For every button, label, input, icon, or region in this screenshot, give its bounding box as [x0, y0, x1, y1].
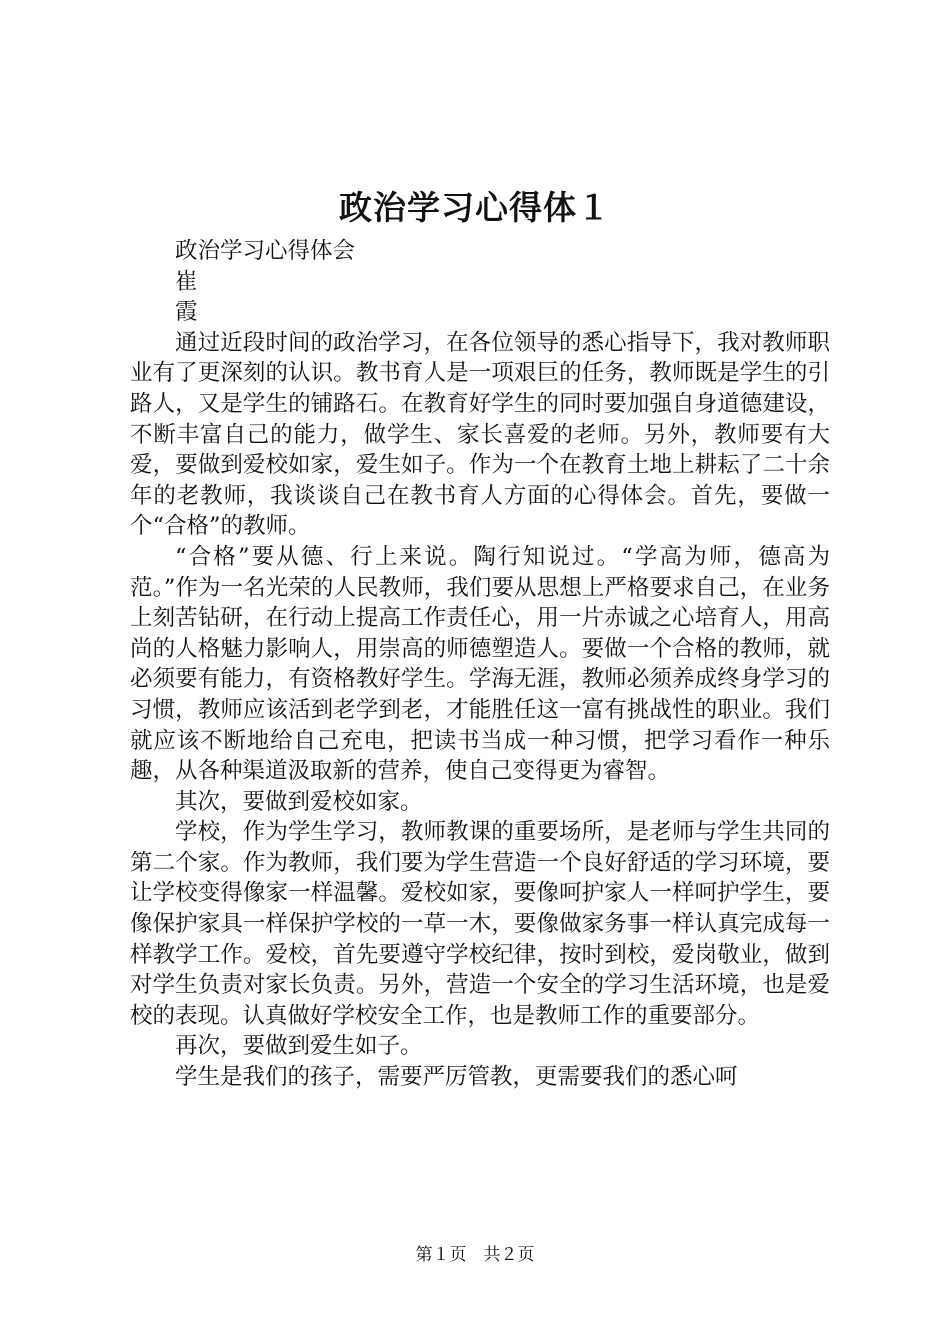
author-line-1: 崔	[175, 268, 198, 295]
paragraph-4: 学校，作为学生学习，教师教课的重要场所，是老师与学生共同的第二个家。作为教师，我们要为学生营造一个良好舒适的学习环境，要让学校变得像家一样温馨。爱校如家，要像呵护家人一样呵护学生，要像保护家具一样保护学校的一草一木，要像做家务事一样认真完成每一样教学工作。爱校，首先要遵守学校纪律，按时到校，爱岗敬业，做到对学生负责对家长负责。另外，营造一个安全的学习生活环境，也是爱校的表现。认真做好学校安全工作，也是教师工作的重要部分。	[130, 819, 830, 1029]
document-subtitle: 政治学习心得体会	[175, 238, 356, 264]
page-footer: 第１页 共２页	[415, 1245, 535, 1265]
paragraph-6: 学生是我们的孩子，需要严厉管教，更需要我们的悉心呵	[175, 1064, 738, 1091]
document-title: 政治学习心得体１	[339, 188, 611, 227]
author-line-2: 霞	[175, 299, 198, 326]
document-body	[130, 236, 830, 1093]
paragraph-2: “合格”要从德、行上来说。陶行知说过。“学高为师，德高为范。”作为一名光荣的人民教师，我们要从思想上严格要求自己，在业务上刻苦钻研，在行动上提高工作责任心，用一片赤诚之心培育人，用高尚的人格魅力影响人，用崇高的师德塑造人。要做一个合格的教师，就必须要有能力，有资格教好学生。学海无涯，教师必须养成终身学习的习惯，教师应该活到老学到老，才能胜任这一富有挑战性的职业。我们就应该不断地给自己充电，把读书当成一种习惯，把学习看作一种乐趣，从各种渠道汲取新的营养，使自己变得更为睿智。	[130, 543, 830, 785]
paragraph-5: 再次，要做到爱生如子。	[175, 1033, 423, 1060]
paragraph-1: 通过近段时间的政治学习，在各位领导的悉心指导下，我对教师职业有了更深刻的认识。教书育人是一项艰巨的任务，教师既是学生的引路人，又是学生的铺路石。在教育好学生的同时要加强自身道德建设，不断丰富自己的能力，做学生、家长喜爱的老师。另外，教师要有大爱，要做到爱校如家，爱生如子。作为一个在教育土地上耕耘了二十余年的老教师，我谈谈自己在教书育人方面的心得体会。首先，要做一个“合格”的教师。	[130, 329, 830, 540]
paragraph-3: 其次，要做到爱校如家。	[175, 788, 423, 815]
